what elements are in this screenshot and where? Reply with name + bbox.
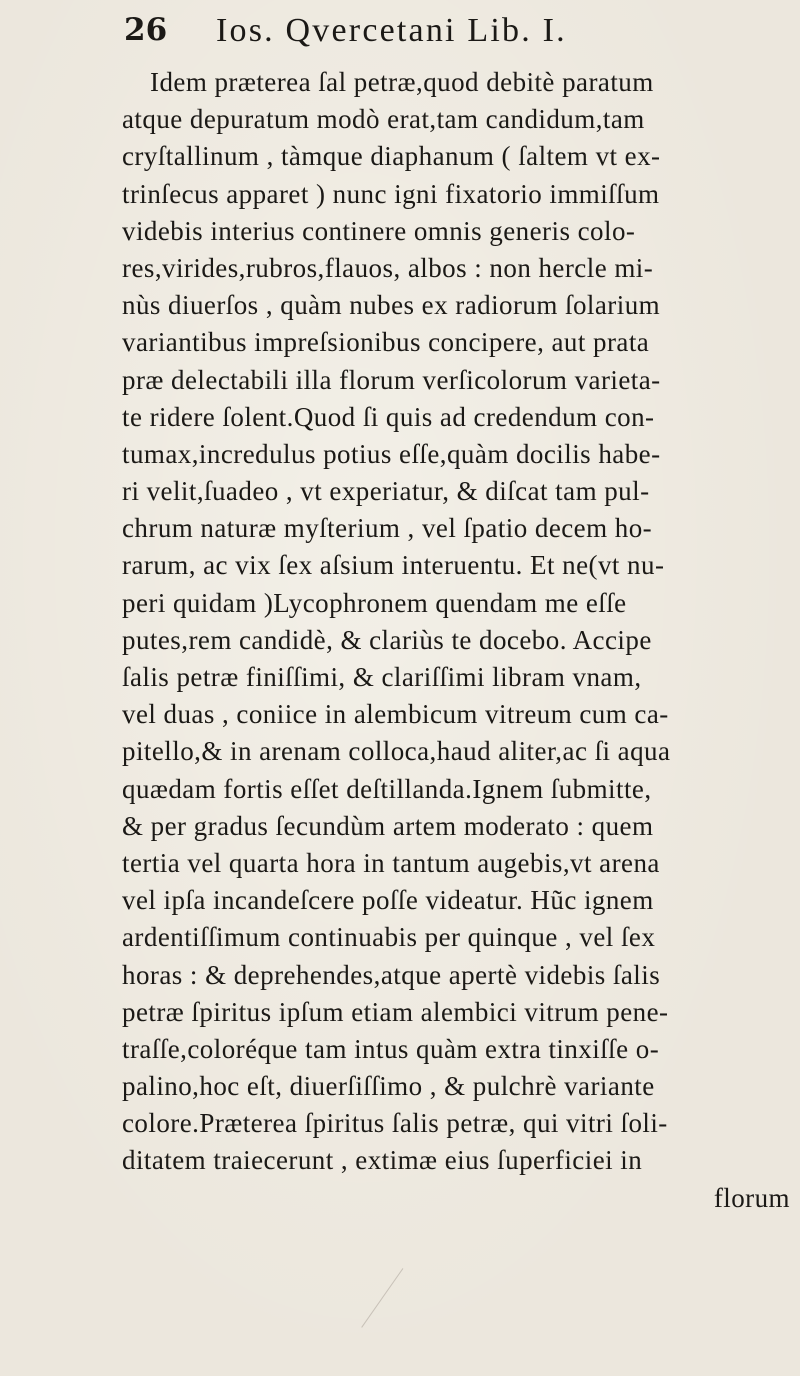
text-line: ſalis petræ finiſſimi, & clariſſimi libram vnam, <box>122 662 642 692</box>
text-line: te ridere ſolent.Quod ſi quis ad credendum con- <box>122 401 655 432</box>
text-line: variantibus impreſsionibus concipere, aut prata <box>122 327 650 358</box>
text-line: cryſtallinum , tàmque diaphanum ( ſaltem vt ex- <box>122 141 661 172</box>
text-line: vel ipſa incandeſcere poſſe videatur. Hũc ignem <box>122 885 654 916</box>
text-line: traſſe,coloréque tam intus quàm extra tinxiſſe o- <box>122 1033 660 1064</box>
text-line: ditatem traiecerunt , extimæ eius ſuperficiei in <box>122 1145 643 1176</box>
text-line: quædam fortis eſſet deſtillanda.Ignem ſubmitte, <box>122 773 652 804</box>
text-line: peri quidam )Lycophronem quendam me eſſe <box>122 587 627 618</box>
text-line: vel duas , coniice in alembicum vitreum cum ca- <box>122 699 669 730</box>
text-line: præ delectabili illa florum verſicolorum varieta- <box>122 364 661 395</box>
text-line: rarum, ac vix ſex aſsium interuentu. Et ne(vt nu- <box>122 550 665 581</box>
text-line: Idem præterea ſal petræ,quod debitè paratum <box>150 67 654 97</box>
text-line: & per gradus ſecundùm artem moderato : quem <box>122 810 654 841</box>
text-line: nùs diuerſos , quàm nubes ex radiorum ſolarium <box>122 290 661 321</box>
text-line: putes,rem candidè, & clariùs te docebo. Accipe <box>122 624 652 655</box>
running-head: Ios. Qvercetani Lib. I. <box>216 12 567 49</box>
text-line: ri velit,ſuadeo , vt experiatur, & diſcat tam pul- <box>122 476 650 507</box>
text-line: chrum naturæ myſterium , vel ſpatio decem ho- <box>122 513 653 544</box>
text-line: pitello,& in arenam colloca,haud aliter,ac ſi aqua <box>122 736 671 767</box>
text-line: horas : & deprehendes,atque apertè videbis ſalis <box>122 959 661 990</box>
text-line: tumax,incredulus potius eſſe,quàm docilis habe- <box>122 438 661 469</box>
text-line: videbis interius continere omnis generis colo- <box>122 215 636 246</box>
catchword: florum <box>713 1182 790 1213</box>
page-number: 26 <box>124 12 168 48</box>
text-line: petræ ſpiritus ipſum etiam alembici vitrum pene- <box>122 996 669 1027</box>
text-line: ardentiſſimum continuabis per quinque , vel ſex <box>122 922 656 953</box>
text-line: trinſecus apparet ) nunc igni fixatorio immiſſum <box>122 178 660 209</box>
body-text <box>122 64 794 1217</box>
text-line: colore.Præterea ſpiritus ſalis petræ, qui vitri ſoli- <box>122 1108 668 1139</box>
text-line: tertia vel quarta hora in tantum augebis,vt arena <box>122 847 660 878</box>
paper-crease-mark <box>361 1268 438 1352</box>
text-line: atque depuratum modò erat,tam candidum,tam <box>122 104 645 135</box>
page-header <box>0 0 800 70</box>
text-line: palino,hoc eſt, diuerſiſſimo , & pulchrè variante <box>122 1071 655 1102</box>
text-line: res,virides,rubros,flauos, albos : non hercle mi- <box>122 252 654 283</box>
